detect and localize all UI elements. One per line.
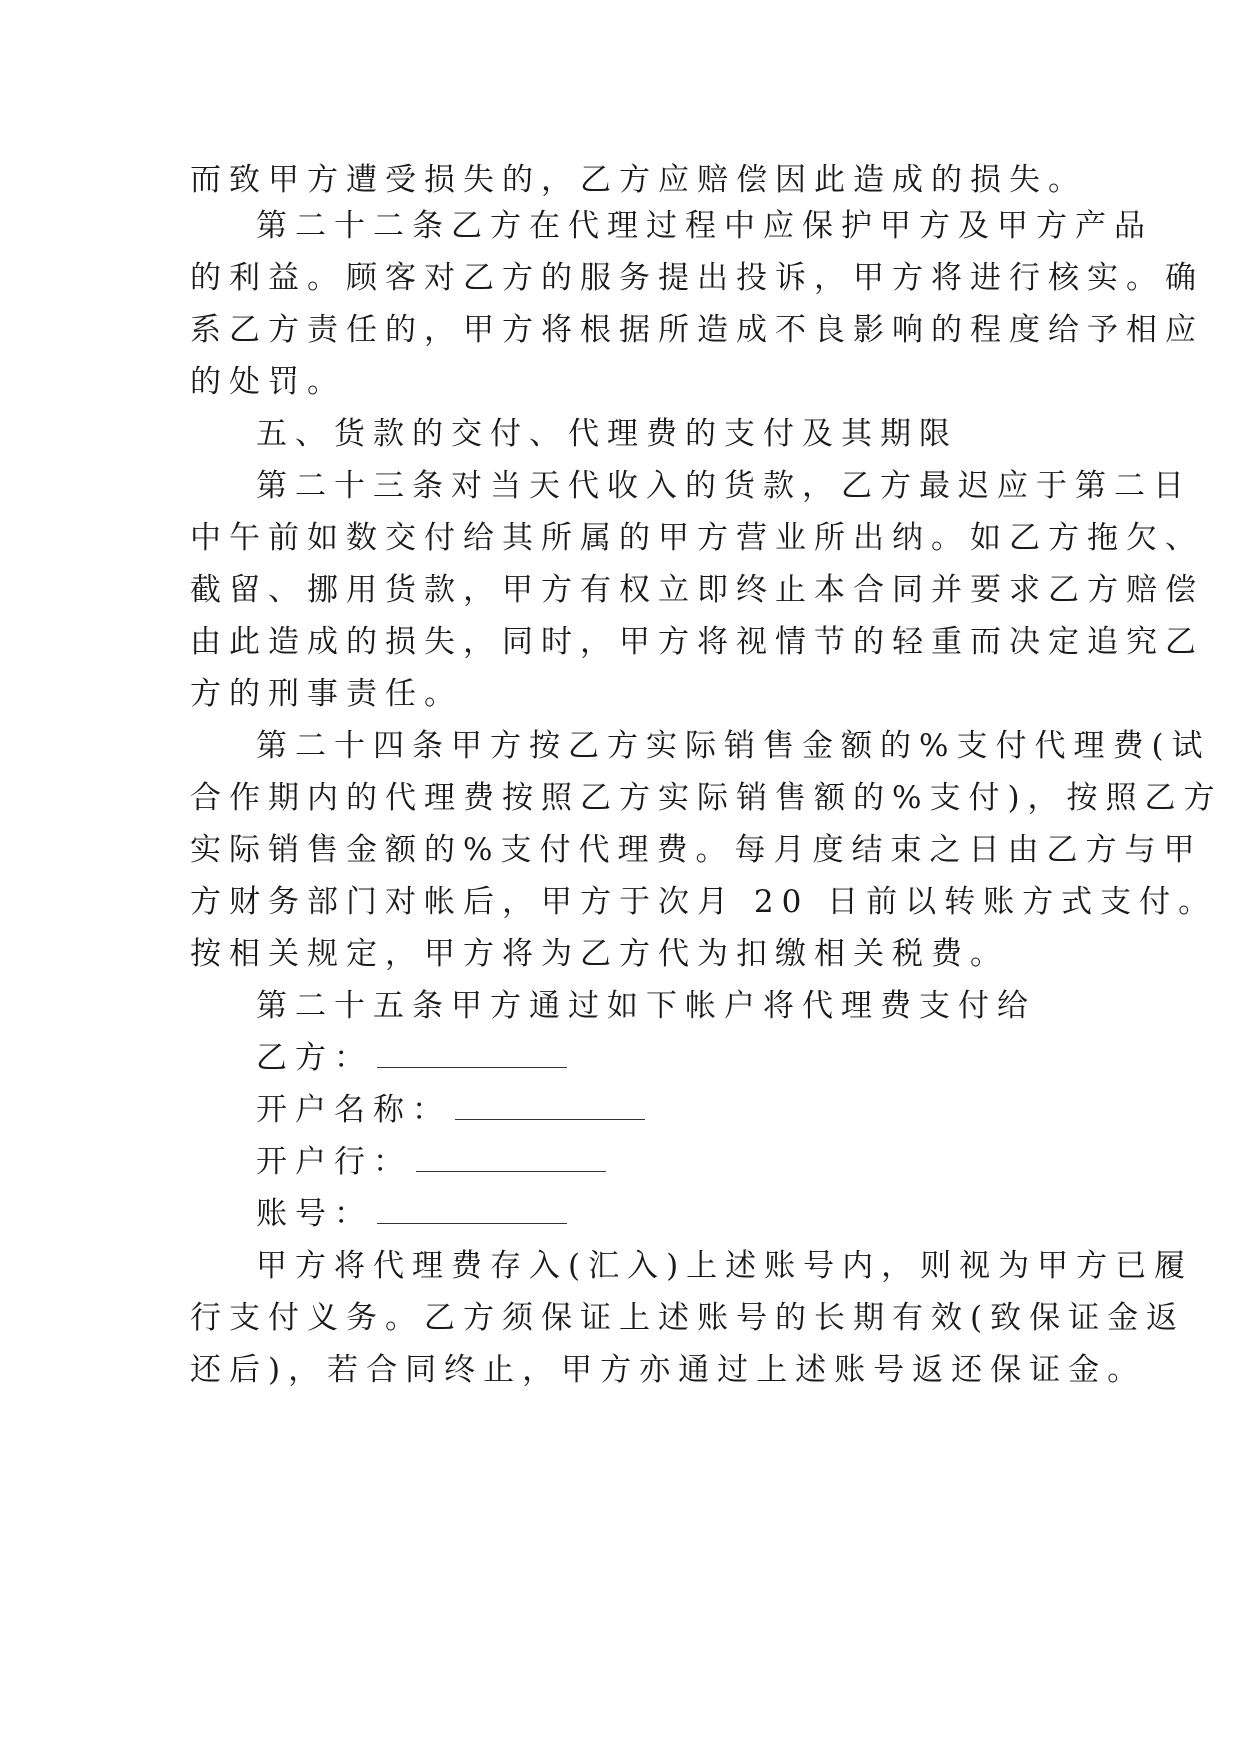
paragraph-line: 甲方将代理费存入(汇入)上述账号内，则视为甲方已履 (256, 1248, 1194, 1284)
paragraph-line: 还后)，若合同终止，甲方亦通过上述账号返还保证金。 (190, 1352, 1147, 1388)
paragraph-line: 的处罚。 (190, 364, 346, 400)
account-name-blank[interactable] (455, 1097, 645, 1120)
field-label: 账号： (256, 1196, 373, 1232)
field-label: 乙方： (256, 1040, 373, 1076)
party-b-blank[interactable] (377, 1045, 567, 1068)
field-label: 开户行： (256, 1144, 412, 1180)
bank-blank[interactable] (416, 1149, 606, 1172)
paragraph-line: 按相关规定，甲方将为乙方代为扣缴相关税费。 (190, 936, 1009, 972)
field-account-name (256, 1090, 645, 1130)
article-25-line: 第二十五条甲方通过如下帐户将代理费支付给 (256, 988, 1036, 1024)
paragraph-line: 而致甲方遭受损失的，乙方应赔偿因此造成的损失。 (190, 162, 1087, 198)
article-23-line: 第二十三条对当天代收入的货款，乙方最迟应于第二日 (256, 468, 1192, 504)
article-24-line: 第二十四条甲方按乙方实际销售金额的%支付代理费(试 (256, 728, 1211, 764)
paragraph-line: 系乙方责任的，甲方将根据所造成不良影响的程度给予相应 (190, 312, 1204, 348)
field-label: 开户名称： (256, 1092, 451, 1128)
account-no-blank[interactable] (377, 1201, 567, 1224)
paragraph-line: 方的刑事责任。 (190, 676, 463, 712)
field-party-b (256, 1038, 567, 1078)
field-account-no (256, 1194, 567, 1234)
paragraph-line: 中午前如数交付给其所属的甲方营业所出纳。如乙方拖欠、 (190, 520, 1204, 556)
paragraph-line: 方财务部门对帐后，甲方于次月 20 日前以转账方式支付。 (190, 884, 1218, 920)
paragraph-line: 行支付义务。乙方须保证上述账号的长期有效(致保证金返 (190, 1300, 1186, 1336)
paragraph-line: 合作期内的代理费按照乙方实际销售额的%支付)，按照乙方 (190, 780, 1223, 816)
paragraph-line: 由此造成的损失，同时，甲方将视情节的轻重而决定追究乙 (190, 624, 1204, 660)
paragraph-line: 实际销售金额的%支付代理费。每月度结束之日由乙方与甲 (190, 832, 1203, 868)
section-heading: 五、货款的交付、代理费的支付及其期限 (256, 416, 958, 452)
paragraph-line: 截留、挪用货款，甲方有权立即终止本合同并要求乙方赔偿 (190, 572, 1204, 608)
field-bank (256, 1142, 606, 1182)
paragraph-line: 的利益。顾客对乙方的服务提出投诉，甲方将进行核实。确 (190, 260, 1204, 296)
article-22-line: 第二十二条乙方在代理过程中应保护甲方及甲方产品 (256, 208, 1153, 244)
